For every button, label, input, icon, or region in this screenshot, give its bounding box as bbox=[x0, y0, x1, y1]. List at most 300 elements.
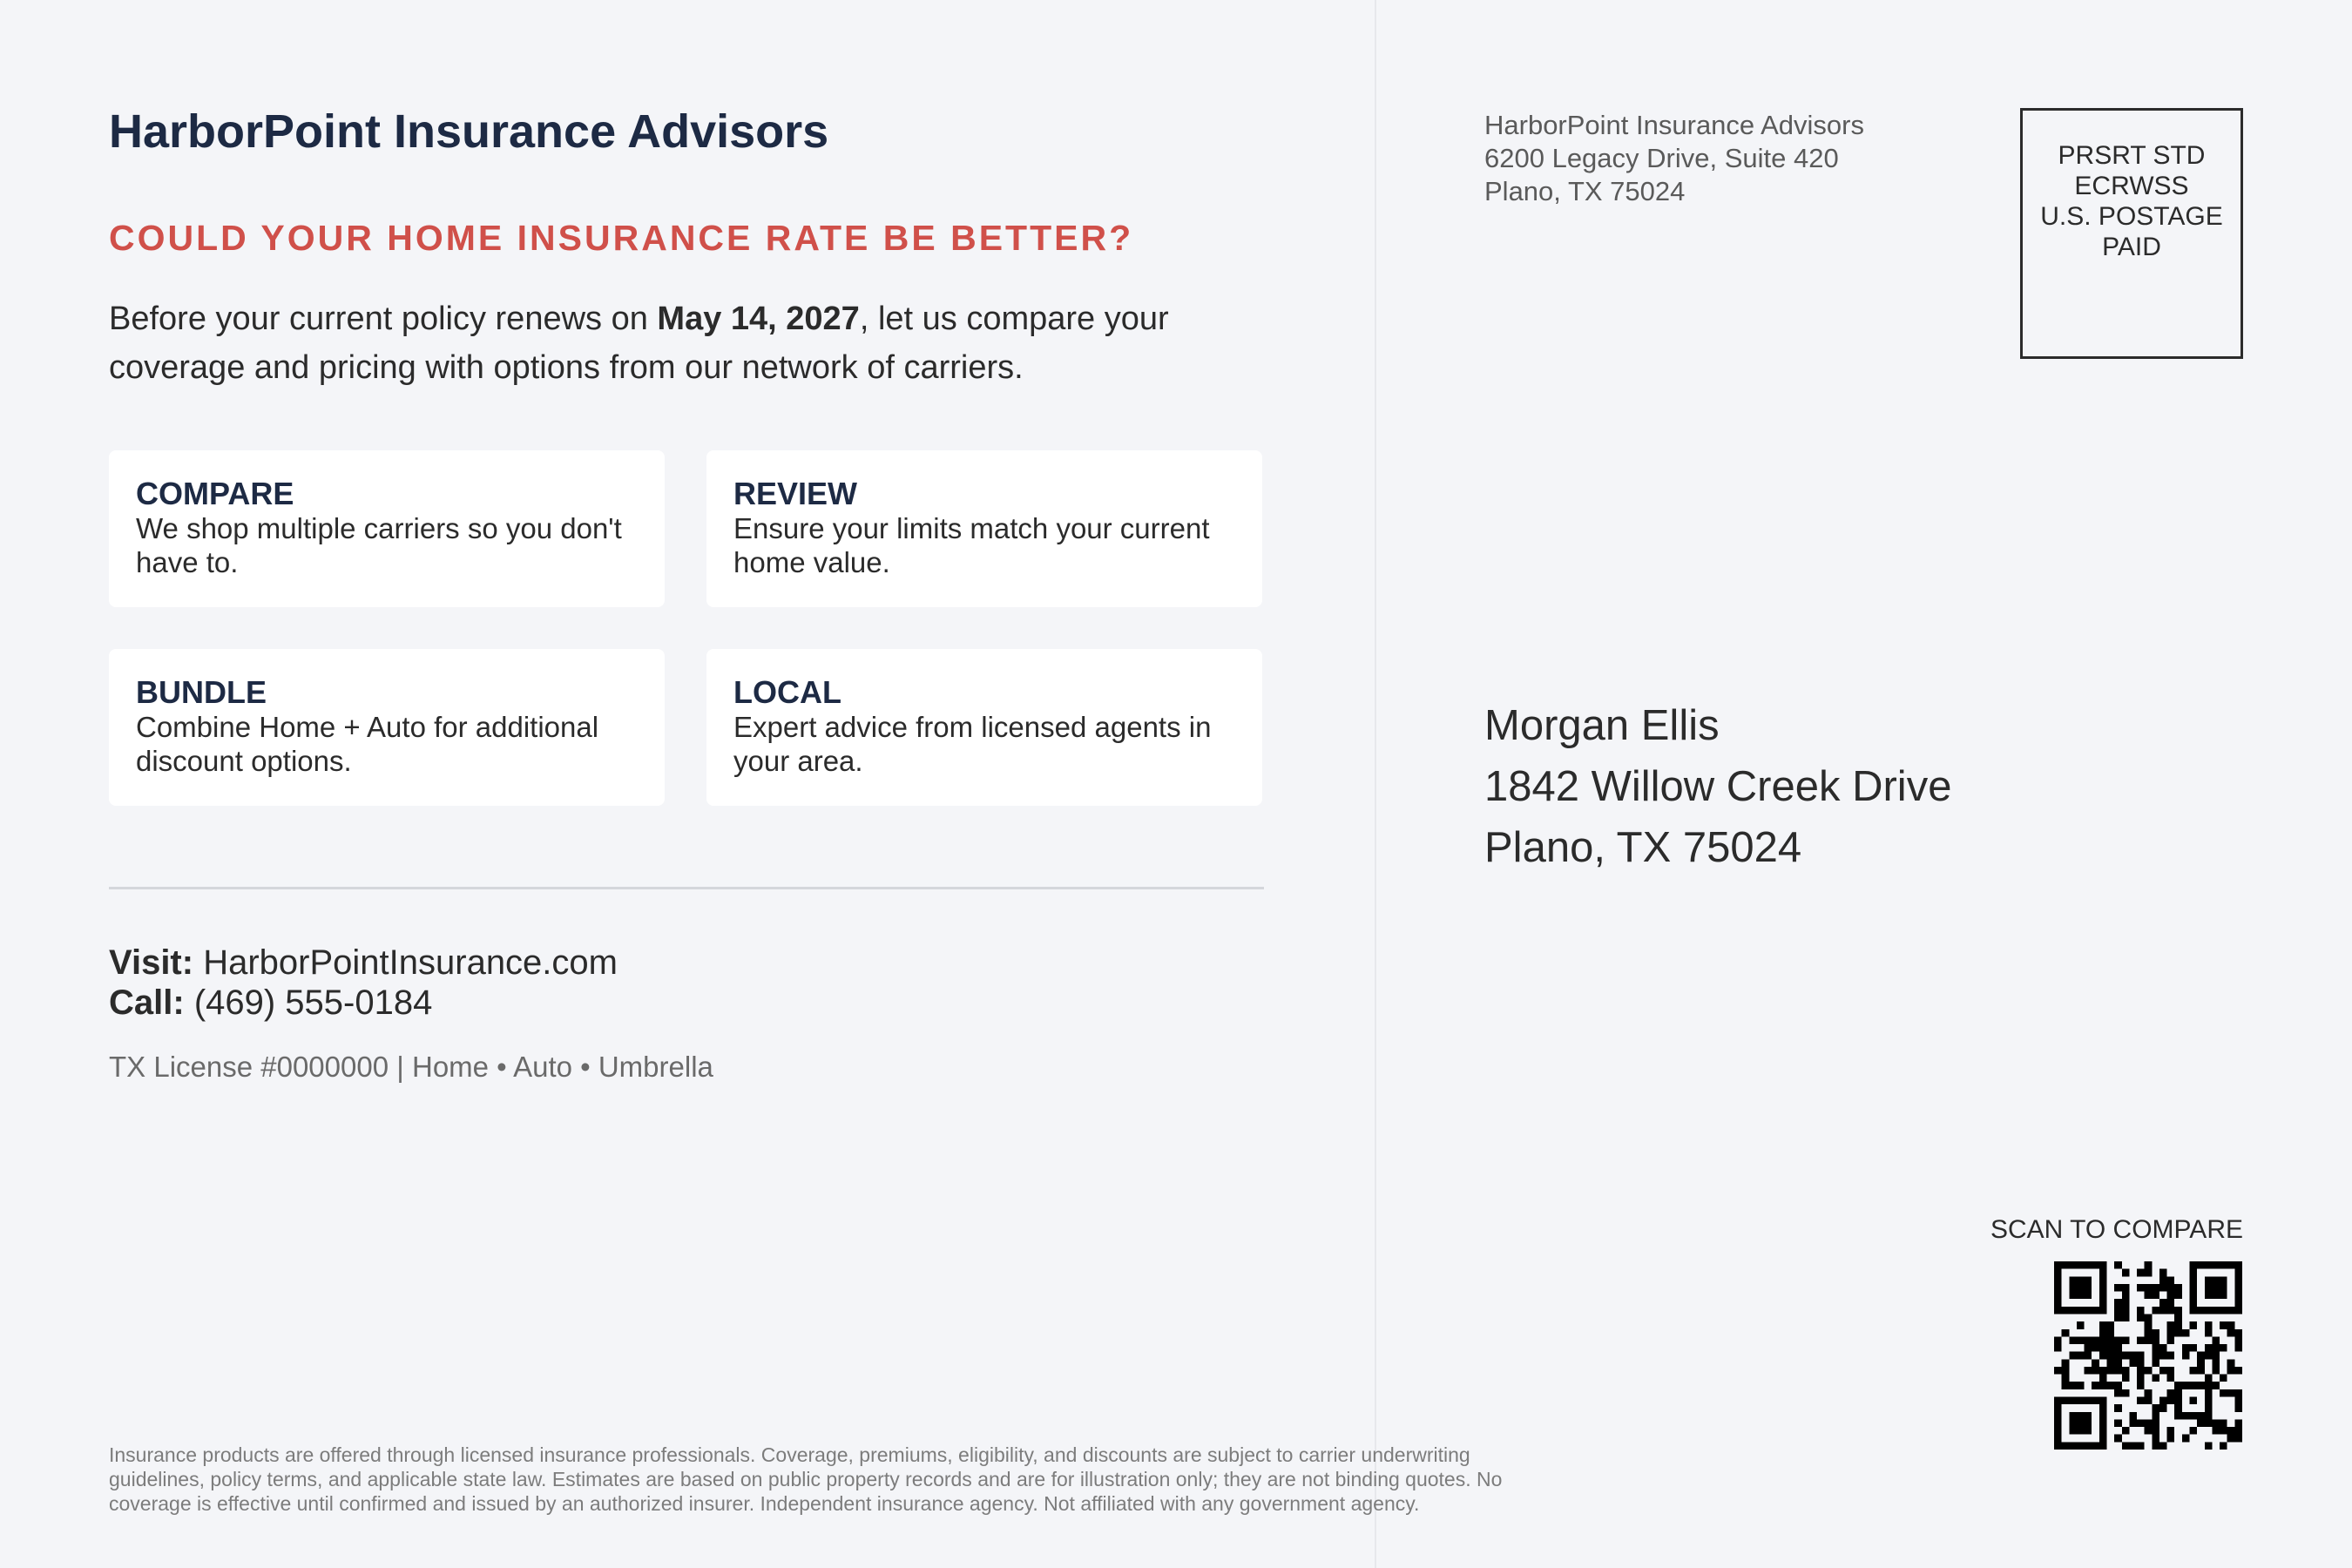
qr-module bbox=[2069, 1336, 2077, 1344]
qr-module bbox=[2174, 1321, 2182, 1329]
qr-module bbox=[2099, 1352, 2107, 1360]
qr-module bbox=[2085, 1367, 2092, 1375]
recipient-city: Plano, TX 75024 bbox=[1484, 824, 1802, 871]
qr-module bbox=[2137, 1442, 2145, 1450]
qr-module bbox=[2069, 1382, 2077, 1389]
qr-module bbox=[2167, 1284, 2175, 1292]
qr-module bbox=[2099, 1397, 2107, 1405]
qr-module bbox=[2152, 1359, 2159, 1367]
qr-module bbox=[2190, 1292, 2198, 1300]
qr-module bbox=[2212, 1292, 2220, 1300]
qr-module bbox=[2174, 1389, 2182, 1397]
qr-module bbox=[2167, 1292, 2175, 1300]
return-address bbox=[1484, 109, 1864, 208]
recipient-address bbox=[1484, 695, 1951, 878]
qr-module bbox=[2122, 1375, 2130, 1382]
qr-module bbox=[2069, 1427, 2077, 1435]
license-line: TX License #0000000 | Home • Auto • Umbrella bbox=[109, 1051, 713, 1083]
qr-module bbox=[2129, 1412, 2137, 1420]
qr-module bbox=[2114, 1382, 2122, 1389]
qr-module bbox=[2190, 1367, 2198, 1375]
qr-module bbox=[2220, 1427, 2227, 1435]
feature-card-bundle bbox=[109, 649, 665, 806]
qr-module bbox=[2234, 1397, 2242, 1405]
qr-module bbox=[2227, 1307, 2235, 1315]
qr-module bbox=[2114, 1314, 2122, 1321]
qr-module bbox=[2159, 1404, 2167, 1412]
qr-module bbox=[2167, 1397, 2175, 1405]
feature-card-body: We shop multiple carriers so you don't have to. bbox=[136, 512, 622, 578]
phone-line bbox=[109, 983, 618, 1023]
qr-module bbox=[2085, 1307, 2092, 1315]
qr-module bbox=[2069, 1284, 2077, 1292]
qr-module bbox=[2092, 1397, 2099, 1405]
qr-code-icon[interactable] bbox=[2054, 1261, 2242, 1450]
recipient-name: Morgan Ellis bbox=[1484, 702, 1720, 749]
qr-module bbox=[2234, 1276, 2242, 1284]
qr-module bbox=[2054, 1367, 2062, 1375]
qr-module bbox=[2234, 1307, 2242, 1315]
qr-module bbox=[2159, 1284, 2167, 1292]
qr-module bbox=[2227, 1321, 2235, 1329]
qr-module bbox=[2077, 1276, 2085, 1284]
qr-module bbox=[2190, 1284, 2198, 1292]
qr-module bbox=[2227, 1329, 2235, 1337]
qr-module bbox=[2122, 1269, 2130, 1277]
qr-module bbox=[2234, 1336, 2242, 1344]
qr-module bbox=[2099, 1284, 2107, 1292]
qr-module bbox=[2145, 1329, 2153, 1337]
qr-module bbox=[2092, 1344, 2099, 1352]
qr-module bbox=[2212, 1284, 2220, 1292]
qr-module bbox=[2137, 1359, 2145, 1367]
intro-text-before: Before your current policy renews on bbox=[109, 301, 658, 337]
postage-line: PRSRT STD bbox=[2058, 141, 2206, 170]
qr-module bbox=[2167, 1321, 2175, 1329]
legal-disclaimer: Insurance products are offered through licensed insurance professionals. Coverage, premiums, eligibility, and discounts are subject to carrier underwriting guidelines, policy terms, and applicable state law. Estimates are based on public property records and are for illustration only; they are not binding quotes. No coverage is effective until confirmed and issued by an authorized insurer. Independent insurance agency. Not affiliated with any government agency. bbox=[109, 1443, 1503, 1515]
qr-module bbox=[2197, 1307, 2205, 1315]
postage-line: PAID bbox=[2102, 233, 2161, 261]
qr-module bbox=[2220, 1419, 2227, 1427]
qr-module bbox=[2145, 1292, 2153, 1300]
qr-module bbox=[2159, 1397, 2167, 1405]
qr-module bbox=[2212, 1359, 2220, 1367]
qr-module bbox=[2106, 1382, 2114, 1389]
qr-module bbox=[2190, 1299, 2198, 1307]
qr-module bbox=[2099, 1321, 2107, 1329]
qr-module bbox=[2062, 1359, 2070, 1367]
qr-module bbox=[2077, 1419, 2085, 1427]
qr-module bbox=[2099, 1412, 2107, 1420]
qr-module bbox=[2159, 1344, 2167, 1352]
qr-module bbox=[2190, 1412, 2198, 1420]
qr-module bbox=[2205, 1397, 2213, 1405]
qr-module bbox=[2106, 1359, 2114, 1367]
qr-module bbox=[2182, 1412, 2190, 1420]
return-address-line: Plano, TX 75024 bbox=[1484, 176, 1686, 206]
qr-module bbox=[2062, 1375, 2070, 1382]
section-divider bbox=[109, 887, 1264, 889]
qr-module bbox=[2227, 1367, 2235, 1375]
qr-module bbox=[2167, 1276, 2175, 1284]
qr-module bbox=[2234, 1435, 2242, 1443]
qr-module bbox=[2137, 1269, 2145, 1277]
qr-module bbox=[2054, 1404, 2062, 1412]
qr-module bbox=[2085, 1397, 2092, 1405]
qr-module bbox=[2099, 1269, 2107, 1277]
intro-paragraph bbox=[109, 294, 1264, 392]
qr-module bbox=[2114, 1344, 2122, 1352]
qr-module bbox=[2069, 1276, 2077, 1284]
qr-module bbox=[2085, 1276, 2092, 1284]
qr-module bbox=[2114, 1307, 2122, 1315]
renewal-date: May 14, 2027 bbox=[657, 301, 860, 337]
feature-card-body: Expert advice from licensed agents in your area. bbox=[733, 711, 1212, 777]
qr-module bbox=[2197, 1352, 2205, 1360]
qr-module bbox=[2114, 1359, 2122, 1367]
qr-module bbox=[2167, 1307, 2175, 1315]
qr-module bbox=[2122, 1427, 2130, 1435]
qr-module bbox=[2092, 1261, 2099, 1269]
qr-module bbox=[2069, 1419, 2077, 1427]
qr-module bbox=[2069, 1261, 2077, 1269]
qr-module bbox=[2227, 1261, 2235, 1269]
feature-card-body: Ensure your limits match your current home value. bbox=[733, 512, 1210, 578]
qr-module bbox=[2152, 1336, 2159, 1344]
qr-module bbox=[2054, 1412, 2062, 1420]
qr-module bbox=[2197, 1382, 2205, 1389]
qr-module bbox=[2077, 1292, 2085, 1300]
qr-module bbox=[2212, 1382, 2220, 1389]
qr-module bbox=[2227, 1427, 2235, 1435]
qr-module bbox=[2182, 1435, 2190, 1443]
qr-module bbox=[2205, 1284, 2213, 1292]
phone-number[interactable]: (469) 555-0184 bbox=[193, 983, 433, 1022]
qr-module bbox=[2092, 1442, 2099, 1450]
qr-module bbox=[2137, 1375, 2145, 1382]
qr-module bbox=[2234, 1344, 2242, 1352]
qr-module bbox=[2205, 1276, 2213, 1284]
qr-module bbox=[2190, 1397, 2198, 1405]
panel-divider bbox=[1375, 0, 1376, 1568]
qr-module bbox=[2145, 1269, 2153, 1277]
qr-module bbox=[2190, 1427, 2198, 1435]
qr-module bbox=[2085, 1419, 2092, 1427]
qr-module bbox=[2077, 1352, 2085, 1360]
qr-module bbox=[2234, 1284, 2242, 1292]
qr-module bbox=[2054, 1397, 2062, 1405]
qr-module bbox=[2077, 1397, 2085, 1405]
qr-module bbox=[2054, 1336, 2062, 1344]
qr-module bbox=[2099, 1329, 2107, 1337]
qr-module bbox=[2092, 1382, 2099, 1389]
qr-module bbox=[2197, 1367, 2205, 1375]
return-address-line: HarborPoint Insurance Advisors bbox=[1484, 110, 1864, 140]
qr-module bbox=[2145, 1261, 2153, 1269]
qr-module bbox=[2174, 1284, 2182, 1292]
qr-module bbox=[2145, 1314, 2153, 1321]
qr-module bbox=[2167, 1427, 2175, 1435]
qr-module bbox=[2152, 1427, 2159, 1435]
scan-label: SCAN TO COMPARE bbox=[1990, 1215, 2243, 1244]
qr-module bbox=[2077, 1336, 2085, 1344]
qr-module bbox=[2114, 1284, 2122, 1292]
qr-module bbox=[2159, 1299, 2167, 1307]
qr-module bbox=[2054, 1269, 2062, 1277]
qr-module bbox=[2099, 1375, 2107, 1382]
qr-module bbox=[2077, 1427, 2085, 1435]
qr-module bbox=[2054, 1261, 2062, 1269]
qr-module bbox=[2137, 1314, 2145, 1321]
qr-module bbox=[2085, 1427, 2092, 1435]
qr-module bbox=[2220, 1442, 2227, 1450]
qr-module bbox=[2114, 1336, 2122, 1344]
qr-module bbox=[2212, 1427, 2220, 1435]
qr-module bbox=[2054, 1307, 2062, 1315]
qr-module bbox=[2174, 1404, 2182, 1412]
feature-card-compare bbox=[109, 450, 665, 607]
qr-module bbox=[2129, 1359, 2137, 1367]
qr-module bbox=[2145, 1284, 2153, 1292]
qr-module bbox=[2069, 1397, 2077, 1405]
website-link[interactable]: HarborPointInsurance.com bbox=[203, 943, 618, 982]
qr-module bbox=[2092, 1307, 2099, 1315]
visit-label: Visit: bbox=[109, 943, 194, 982]
qr-module bbox=[2099, 1404, 2107, 1412]
qr-module bbox=[2137, 1397, 2145, 1405]
qr-module bbox=[2152, 1307, 2159, 1315]
qr-module bbox=[2212, 1367, 2220, 1375]
qr-module bbox=[2152, 1329, 2159, 1337]
qr-module bbox=[2069, 1292, 2077, 1300]
qr-module bbox=[2114, 1435, 2122, 1443]
qr-module bbox=[2099, 1276, 2107, 1284]
qr-module bbox=[2114, 1261, 2122, 1269]
qr-module bbox=[2099, 1442, 2107, 1450]
qr-module bbox=[2234, 1404, 2242, 1412]
qr-module bbox=[2099, 1261, 2107, 1269]
qr-module bbox=[2137, 1419, 2145, 1427]
qr-module bbox=[2190, 1261, 2198, 1269]
qr-module bbox=[2106, 1352, 2114, 1360]
qr-module bbox=[2234, 1419, 2242, 1427]
qr-module bbox=[2205, 1261, 2213, 1269]
qr-module bbox=[2152, 1344, 2159, 1352]
qr-module bbox=[2122, 1299, 2130, 1307]
postage-line: ECRWSS bbox=[2074, 172, 2189, 200]
qr-module bbox=[2220, 1375, 2227, 1382]
qr-module bbox=[2145, 1321, 2153, 1329]
intro-text-after: , let us compare your coverage and pricing with options from our network of carriers. bbox=[109, 301, 1169, 386]
qr-module bbox=[2197, 1359, 2205, 1367]
feature-card-title: LOCAL bbox=[733, 674, 841, 710]
qr-module bbox=[2152, 1419, 2159, 1427]
qr-module bbox=[2212, 1419, 2220, 1427]
qr-module bbox=[2159, 1352, 2167, 1360]
qr-module bbox=[2114, 1389, 2122, 1397]
qr-module bbox=[2234, 1367, 2242, 1375]
qr-module bbox=[2212, 1352, 2220, 1360]
qr-module bbox=[2234, 1427, 2242, 1435]
qr-module bbox=[2129, 1419, 2137, 1427]
recipient-street: 1842 Willow Creek Drive bbox=[1484, 763, 1952, 810]
qr-module bbox=[2077, 1261, 2085, 1269]
qr-module bbox=[2077, 1284, 2085, 1292]
qr-module bbox=[2145, 1419, 2153, 1427]
qr-module bbox=[2099, 1367, 2107, 1375]
qr-module bbox=[2205, 1389, 2213, 1397]
qr-module bbox=[2220, 1284, 2227, 1292]
postage-line: U.S. POSTAGE bbox=[2040, 202, 2223, 231]
qr-module bbox=[2106, 1336, 2114, 1344]
qr-module bbox=[2069, 1352, 2077, 1360]
qr-module bbox=[2220, 1261, 2227, 1269]
qr-module bbox=[2054, 1292, 2062, 1300]
qr-module bbox=[2077, 1382, 2085, 1389]
qr-module bbox=[2092, 1336, 2099, 1344]
qr-module bbox=[2054, 1427, 2062, 1435]
qr-module bbox=[2220, 1292, 2227, 1300]
qr-module bbox=[2190, 1307, 2198, 1315]
qr-module bbox=[2152, 1404, 2159, 1412]
qr-module bbox=[2190, 1344, 2198, 1352]
qr-module bbox=[2085, 1344, 2092, 1352]
qr-module bbox=[2152, 1442, 2159, 1450]
qr-module bbox=[2174, 1329, 2182, 1337]
qr-module bbox=[2129, 1442, 2137, 1450]
qr-module bbox=[2152, 1352, 2159, 1360]
qr-module bbox=[2220, 1307, 2227, 1315]
qr-module bbox=[2159, 1269, 2167, 1277]
qr-module bbox=[2174, 1397, 2182, 1405]
qr-module bbox=[2227, 1389, 2235, 1397]
qr-module bbox=[2099, 1307, 2107, 1315]
qr-module bbox=[2234, 1389, 2242, 1397]
qr-module bbox=[2099, 1299, 2107, 1307]
qr-module bbox=[2062, 1261, 2070, 1269]
qr-module bbox=[2114, 1367, 2122, 1375]
feature-card-local bbox=[706, 649, 1262, 806]
qr-module bbox=[2190, 1382, 2198, 1389]
qr-module bbox=[2077, 1321, 2085, 1329]
qr-module bbox=[2062, 1307, 2070, 1315]
qr-module bbox=[2145, 1389, 2153, 1397]
qr-module bbox=[2122, 1352, 2130, 1360]
qr-module bbox=[2099, 1419, 2107, 1427]
qr-module bbox=[2205, 1382, 2213, 1389]
qr-module bbox=[2212, 1336, 2220, 1344]
qr-module bbox=[2122, 1284, 2130, 1292]
qr-module bbox=[2152, 1292, 2159, 1300]
qr-module bbox=[2106, 1367, 2114, 1375]
postage-indicia bbox=[2020, 108, 2243, 359]
qr-module bbox=[2205, 1329, 2213, 1337]
qr-module bbox=[2106, 1321, 2114, 1329]
qr-module bbox=[2182, 1352, 2190, 1360]
qr-module bbox=[2220, 1389, 2227, 1397]
qr-module bbox=[2145, 1367, 2153, 1375]
company-name: HarborPoint Insurance Advisors bbox=[109, 105, 829, 158]
qr-module bbox=[2190, 1269, 2198, 1277]
qr-module bbox=[2145, 1336, 2153, 1344]
qr-module bbox=[2182, 1382, 2190, 1389]
qr-module bbox=[2145, 1427, 2153, 1435]
return-address-line: 6200 Legacy Drive, Suite 420 bbox=[1484, 143, 1839, 173]
qr-module bbox=[2174, 1382, 2182, 1389]
qr-module bbox=[2197, 1412, 2205, 1420]
qr-module bbox=[2159, 1367, 2167, 1375]
contact-block bbox=[109, 943, 618, 1023]
qr-module bbox=[2205, 1442, 2213, 1450]
qr-module bbox=[2234, 1269, 2242, 1277]
qr-module bbox=[2152, 1375, 2159, 1382]
qr-module bbox=[2205, 1419, 2213, 1427]
qr-module bbox=[2137, 1336, 2145, 1344]
qr-module bbox=[2137, 1307, 2145, 1315]
qr-module bbox=[2197, 1419, 2205, 1427]
qr-module bbox=[2085, 1284, 2092, 1292]
qr-module bbox=[2227, 1435, 2235, 1443]
qr-module bbox=[2220, 1276, 2227, 1284]
qr-module bbox=[2220, 1321, 2227, 1329]
qr-module bbox=[2234, 1292, 2242, 1300]
qr-module bbox=[2205, 1412, 2213, 1420]
qr-module bbox=[2145, 1397, 2153, 1405]
qr-module bbox=[2092, 1367, 2099, 1375]
qr-module bbox=[2062, 1397, 2070, 1405]
feature-card-body: Combine Home + Auto for additional discount options. bbox=[136, 711, 599, 777]
qr-module bbox=[2077, 1442, 2085, 1450]
qr-module bbox=[2190, 1276, 2198, 1284]
qr-module bbox=[2054, 1344, 2062, 1352]
qr-module bbox=[2234, 1261, 2242, 1269]
qr-module bbox=[2174, 1412, 2182, 1420]
qr-module bbox=[2085, 1442, 2092, 1450]
qr-module bbox=[2062, 1367, 2070, 1375]
qr-module bbox=[2092, 1359, 2099, 1367]
qr-module bbox=[2114, 1352, 2122, 1360]
qr-module bbox=[2054, 1284, 2062, 1292]
qr-module bbox=[2152, 1435, 2159, 1443]
qr-module bbox=[2167, 1367, 2175, 1375]
qr-module bbox=[2205, 1307, 2213, 1315]
qr-module bbox=[2234, 1299, 2242, 1307]
qr-module bbox=[2227, 1359, 2235, 1367]
qr-module bbox=[2069, 1442, 2077, 1450]
qr-module bbox=[2122, 1367, 2130, 1375]
qr-module bbox=[2205, 1292, 2213, 1300]
qr-module bbox=[2174, 1314, 2182, 1321]
qr-module bbox=[2062, 1382, 2070, 1389]
qr-module bbox=[2129, 1352, 2137, 1360]
qr-module bbox=[2159, 1442, 2167, 1450]
qr-module bbox=[2167, 1389, 2175, 1397]
qr-module bbox=[2159, 1276, 2167, 1284]
qr-module bbox=[2114, 1419, 2122, 1427]
feature-card-title: COMPARE bbox=[136, 476, 294, 511]
qr-module bbox=[2054, 1299, 2062, 1307]
qr-module bbox=[2212, 1307, 2220, 1315]
feature-card-title: BUNDLE bbox=[136, 674, 267, 710]
qr-module bbox=[2054, 1435, 2062, 1443]
qr-module bbox=[2099, 1382, 2107, 1389]
qr-module bbox=[2099, 1427, 2107, 1435]
qr-module bbox=[2085, 1292, 2092, 1300]
qr-module bbox=[2106, 1329, 2114, 1337]
qr-module bbox=[2099, 1336, 2107, 1344]
qr-module bbox=[2085, 1336, 2092, 1344]
qr-module bbox=[2205, 1321, 2213, 1329]
